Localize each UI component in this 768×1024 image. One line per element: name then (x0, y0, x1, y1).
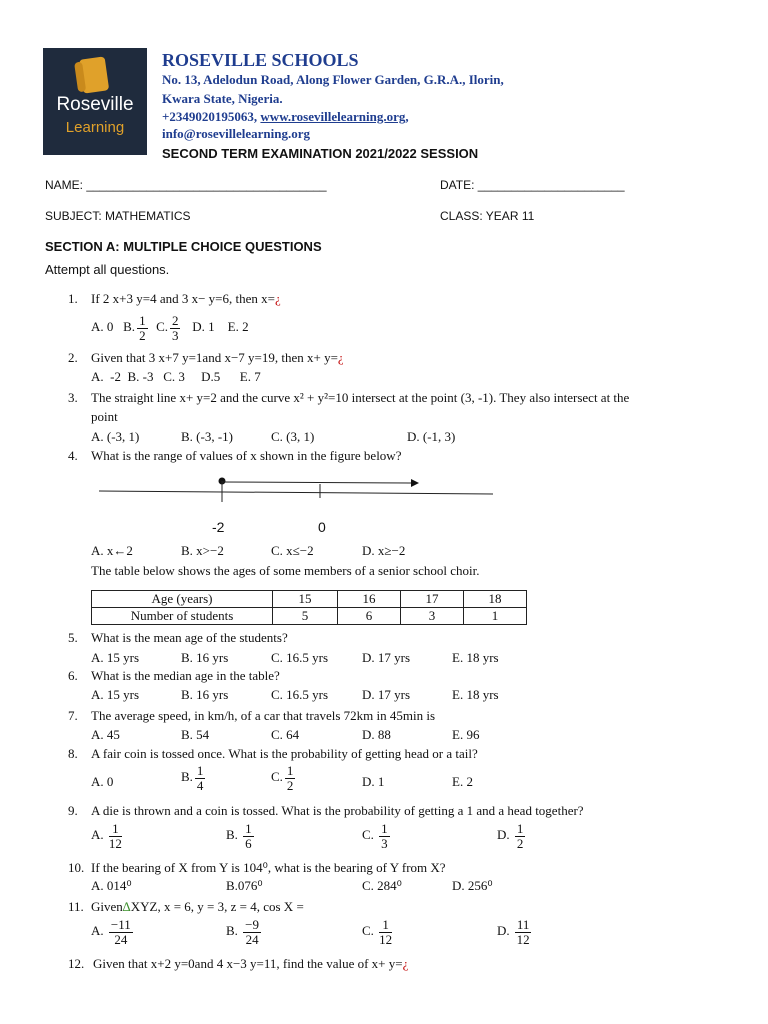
name-field[interactable]: NAME: ____________________________________ (45, 178, 327, 192)
ages-table (91, 590, 527, 625)
q9-option-d[interactable]: D. $\frac{1}{2}$ (497, 821, 524, 851)
question-1-options (91, 311, 249, 343)
table-cell: 3 (401, 608, 464, 625)
question-1-mark: ¿ (274, 291, 281, 306)
exam-title: SECOND TERM EXAMINATION 2021/2022 SESSION (162, 146, 479, 161)
question-1-stem: If 2 x+3 y=4 and 3 x− y=6, then x=¿ (91, 291, 281, 306)
question-3-number: 3. (68, 390, 78, 405)
q7-option-c[interactable]: C. 64 (271, 727, 300, 742)
q7-option-e[interactable]: E. 96 (452, 727, 480, 742)
q8-option-c[interactable]: C. $\frac{1}{2}$ (271, 763, 294, 793)
school-contact-line: +2349020195063, www.rosevillelearning.org, (162, 109, 409, 124)
school-logo (43, 48, 147, 155)
q7-option-a[interactable]: A. 45 (91, 727, 120, 742)
q3-option-b[interactable]: B. (-3, -1) (181, 429, 233, 444)
q1-option-a[interactable]: A. 0 (91, 319, 114, 334)
q3-option-c[interactable]: C. (3, 1) (271, 429, 315, 444)
table-cell: Number of students (92, 608, 273, 625)
table-row (92, 591, 527, 608)
question-11-stem: Given∆XYZ, x = 6, y = 3, z = 4, cos X = (91, 899, 304, 914)
q1-option-e[interactable]: E. 2 (227, 319, 249, 334)
question-4-number: 4. (68, 448, 78, 463)
question-1-number: 1. (68, 291, 78, 306)
q7-option-b[interactable]: B. 54 (181, 727, 210, 742)
question-7-number: 7. (68, 708, 78, 723)
q5-option-e[interactable]: E. 18 yrs (452, 650, 499, 665)
triangle-icon: ∆ (122, 899, 131, 914)
section-title: SECTION A: MULTIPLE CHOICE QUESTIONS (45, 239, 322, 254)
question-10-stem: If the bearing of X from Y is 104⁰, what is the bearing of Y from X? (91, 860, 446, 875)
q11-option-c-fraction: $\frac{1}{12}$ (379, 917, 393, 947)
table-cell: 16 (338, 591, 401, 608)
q9-option-a[interactable]: A. $\frac{1}{12}$ (91, 821, 122, 851)
q6-option-e[interactable]: E. 18 yrs (452, 687, 499, 702)
question-6-number: 6. (68, 668, 78, 683)
q4-option-c[interactable]: C. x≤−2 (271, 543, 314, 558)
school-website-link[interactable]: www.rosevillelearning.org (260, 109, 406, 124)
class-field: CLASS: YEAR 11 (440, 209, 535, 223)
number-line-arrowhead (411, 479, 419, 487)
table-cell: 1 (464, 608, 527, 625)
table-cell: Age (years) (92, 591, 273, 608)
q9-option-a-fraction: $\frac{1}{12}$ (108, 821, 122, 851)
q8-option-a[interactable]: A. 0 (91, 774, 114, 789)
question-10-number: 10. (68, 860, 85, 875)
question-2-number: 2. (68, 350, 78, 365)
question-6-stem: What is the median age in the table? (91, 668, 280, 683)
question-5-stem: What is the mean age of the students? (91, 630, 288, 645)
q3-option-a[interactable]: A. (-3, 1) (91, 429, 140, 444)
table-row (92, 608, 527, 625)
q1-option-b[interactable]: B. $\frac{1}{2}$ (123, 312, 146, 343)
q1-option-d[interactable]: D. 1 (192, 319, 215, 334)
table-cell: 6 (338, 608, 401, 625)
number-line-axis (99, 491, 493, 494)
table-cell: 5 (273, 608, 338, 625)
school-email[interactable]: info@rosevillelearning.org (162, 126, 310, 141)
question-4-stem: What is the range of values of x shown in the figure below? (91, 448, 402, 463)
question-3-stem-cont: point (91, 409, 118, 424)
q10-option-b[interactable]: B.076⁰ (226, 878, 263, 893)
question-2-mark: ¿ (337, 350, 344, 365)
question-9-number: 9. (68, 803, 78, 818)
q10-option-d[interactable]: D. 256⁰ (452, 878, 493, 893)
table-cell: 15 (273, 591, 338, 608)
question-12-number: 12. (68, 956, 85, 971)
question-12-stem: Given that x+2 y=0and 4 x−3 y=11, find the value of x+ y=¿ (93, 956, 409, 971)
q8-option-d[interactable]: D. 1 (362, 774, 385, 789)
q9-option-c-fraction: $\frac{1}{3}$ (381, 821, 388, 851)
q11-option-d-fraction: $\frac{11}{12}$ (516, 917, 530, 947)
table-intro: The table below shows the ages of some members of a senior school choir. (91, 563, 480, 578)
q7-option-d[interactable]: D. 88 (362, 727, 391, 742)
school-phone: +2349020195063, (162, 109, 258, 124)
school-name: ROSEVILLE SCHOOLS (162, 50, 359, 70)
q11-option-b[interactable]: B. $\frac{-9}{24}$ (226, 917, 260, 947)
school-address-line1: No. 13, Adelodun Road, Along Flower Garden, G.R.A., Ilorin, (162, 72, 504, 87)
number-line-label-minus-2: -2 (212, 519, 225, 535)
q8-option-c-fraction: $\frac{1}{2}$ (286, 763, 294, 793)
logo-text-roseville: Roseville (56, 94, 134, 115)
date-field[interactable]: DATE: ______________________ (440, 178, 625, 192)
q9-option-d-fraction: $\frac{1}{2}$ (516, 821, 524, 851)
question-3-stem: The straight line x+ y=2 and the curve x² + y²=10 intersect at the point (3, -1). They also intersect at the (91, 390, 630, 405)
q11-option-c[interactable]: C. $\frac{1}{12}$ (362, 917, 393, 947)
q11-option-a[interactable]: A. $\frac{-11}{24}$ (91, 917, 131, 947)
section-instruction: Attempt all questions. (45, 262, 170, 277)
q9-option-c[interactable]: C. $\frac{1}{3}$ (362, 821, 388, 851)
number-line-label-zero: 0 (318, 519, 326, 535)
q8-option-b[interactable]: B. $\frac{1}{4}$ (181, 763, 204, 793)
q6-option-d[interactable]: D. 17 yrs (362, 687, 411, 702)
q1-option-b-fraction: $\frac{1}{2}$ (139, 312, 146, 343)
q1-option-c[interactable]: C. $\frac{2}{3}$ (156, 312, 179, 343)
question-5-number: 5. (68, 630, 78, 645)
q6-option-b[interactable]: B. 16 yrs (181, 687, 229, 702)
question-8-number: 8. (68, 746, 78, 761)
q4-option-b[interactable]: B. x>−2 (181, 543, 224, 558)
q10-option-c[interactable]: C. 284⁰ (362, 878, 402, 893)
question-8-stem: A fair coin is tossed once. What is the probability of getting head or a tail? (91, 746, 478, 761)
q11-option-d[interactable]: D. $\frac{11}{12}$ (497, 917, 530, 947)
question-12-mark: ¿ (402, 956, 409, 971)
question-2-options[interactable]: A. -2 B. -3 C. 3 D.5 E. 7 (91, 369, 261, 384)
q8-option-b-fraction: $\frac{1}{4}$ (196, 763, 204, 793)
q5-option-d[interactable]: D. 17 yrs (362, 650, 411, 665)
q4-option-d[interactable]: D. x≥−2 (362, 543, 406, 558)
table-cell: 18 (464, 591, 527, 608)
question-2-stem: Given that 3 x+7 y=1and x−7 y=19, then x+ y=¿ (91, 350, 344, 365)
q5-option-a[interactable]: A. 15 yrs (91, 650, 140, 665)
scroll-icon (79, 56, 109, 93)
question-7-stem: The average speed, in km/h, of a car that travels 72km in 45min is (91, 708, 436, 723)
logo-text-learning: Learning (65, 119, 125, 136)
question-11-number: 11. (68, 899, 84, 914)
subject-field: SUBJECT: MATHEMATICS (45, 209, 191, 223)
question-9-stem: A die is thrown and a coin is tossed. What is the probability of getting a 1 and a head together? (91, 803, 584, 818)
number-line-figure (95, 472, 495, 502)
q3-option-d[interactable]: D. (-1, 3) (407, 429, 456, 444)
q1-option-c-fraction: $\frac{2}{3}$ (171, 312, 179, 343)
q6-option-a[interactable]: A. 15 yrs (91, 687, 140, 702)
q8-option-e[interactable]: E. 2 (452, 774, 473, 789)
q11-option-b-fraction: $\frac{-9}{24}$ (245, 917, 260, 947)
q5-option-b[interactable]: B. 16 yrs (181, 650, 229, 665)
q4-option-a[interactable]: A. x←2 (91, 543, 133, 558)
number-line-ray (222, 482, 411, 483)
q5-option-c[interactable]: C. 16.5 yrs (271, 650, 329, 665)
table-cell: 17 (401, 591, 464, 608)
school-address-line2: Kwara State, Nigeria. (162, 91, 283, 106)
q6-option-c[interactable]: C. 16.5 yrs (271, 687, 329, 702)
q9-option-b-fraction: $\frac{1}{6}$ (245, 821, 252, 851)
q9-option-b[interactable]: B. $\frac{1}{6}$ (226, 821, 252, 851)
q11-option-a-fraction: $\frac{-11}{24}$ (110, 917, 131, 947)
q10-option-a[interactable]: A. 014⁰ (91, 878, 132, 893)
